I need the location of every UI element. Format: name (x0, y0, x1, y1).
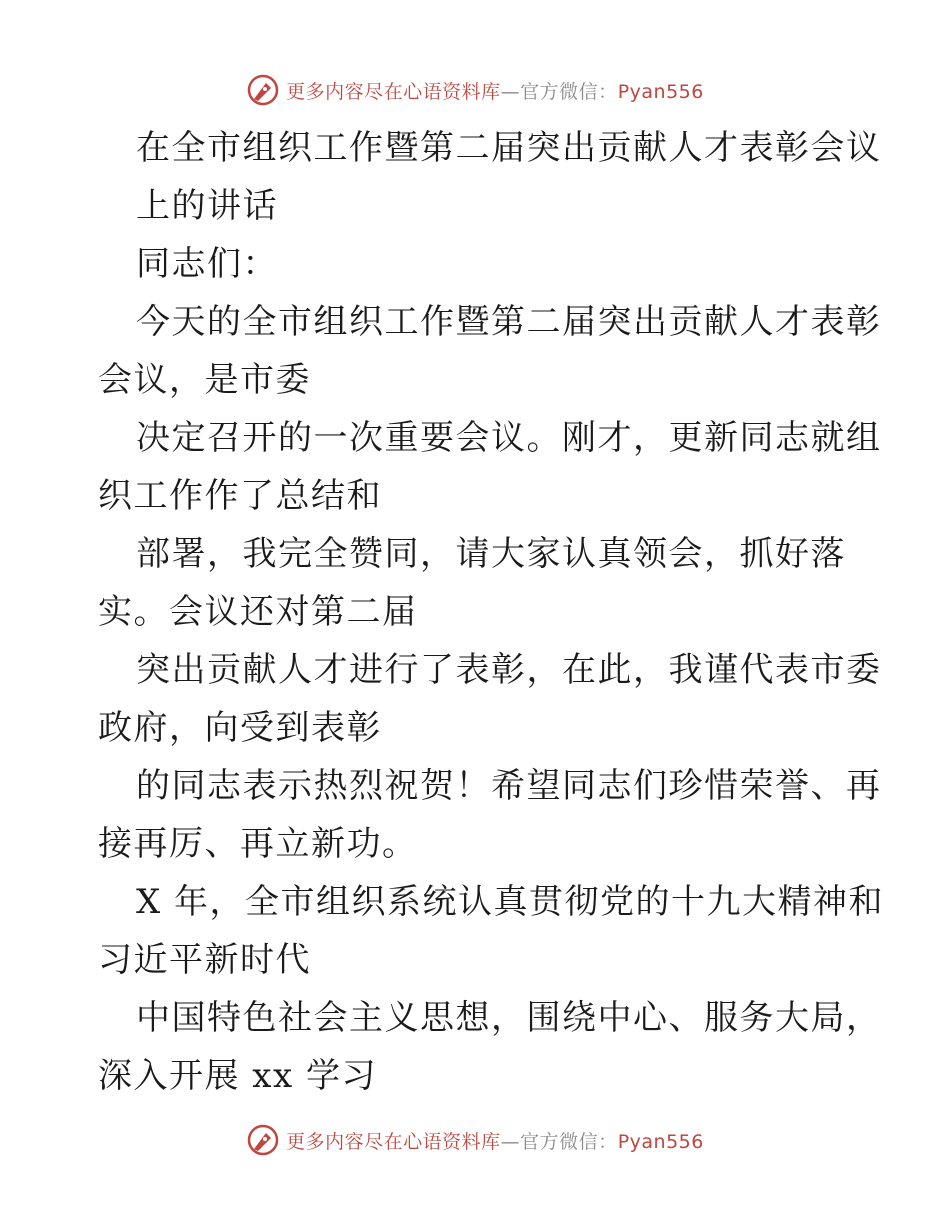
pen-nib-icon (246, 1123, 280, 1157)
watermark-dash: — (500, 80, 521, 103)
paragraph-line: 突出贡献人才进行了表彰，在此，我谨代表市委 (136, 650, 882, 690)
paragraph-line: X 年，全市组织系统认真贯彻党的十九大精神和 (136, 882, 885, 922)
paragraph-line: 中国特色社会主义思想，围绕中心、服务大局， (136, 998, 882, 1038)
watermark-dash: — (500, 1130, 521, 1153)
paragraph-line: 决定召开的一次重要会议。刚才，更新同志就组 (136, 418, 882, 458)
paragraph-line: 织工作作了总结和 (98, 476, 382, 516)
paragraph-line: 政府，向受到表彰 (98, 708, 382, 748)
watermark-wechat-label: 官方微信： (520, 1130, 618, 1153)
salutation: 同志们： (136, 244, 278, 284)
watermark-wechat-id: Pyan556 (617, 1130, 704, 1153)
paragraph-line: 今天的全市组织工作暨第二届突出贡献人才表彰 (136, 302, 882, 342)
footer-watermark (0, 1120, 950, 1160)
title-line-1: 在全市组织工作暨第二届突出贡献人才表彰会议 (136, 128, 882, 168)
paragraph-line: 部署，我完全赞同，请大家认真领会，抓好落 (136, 534, 846, 574)
paragraph-line: 实。会议还对第二届 (98, 592, 418, 632)
paragraph-line: 接再厉、再立新功。 (98, 824, 418, 864)
watermark-text: 更多内容尽在心语资料库 (286, 80, 501, 103)
paragraph-line: 会议，是市委 (98, 360, 311, 400)
paragraph-line: 习近平新时代 (98, 940, 311, 980)
pen-nib-icon (246, 73, 280, 107)
paragraph-line: 深入开展 xx 学习 (98, 1056, 377, 1096)
watermark-text: 更多内容尽在心语资料库 (286, 1130, 501, 1153)
watermark-wechat-id: Pyan556 (617, 80, 704, 103)
title-line-2: 上的讲话 (136, 186, 278, 226)
paragraph-line: 的同志表示热烈祝贺！希望同志们珍惜荣誉、再 (136, 766, 882, 806)
watermark-wechat-label: 官方微信： (520, 80, 618, 103)
header-watermark (0, 70, 950, 110)
